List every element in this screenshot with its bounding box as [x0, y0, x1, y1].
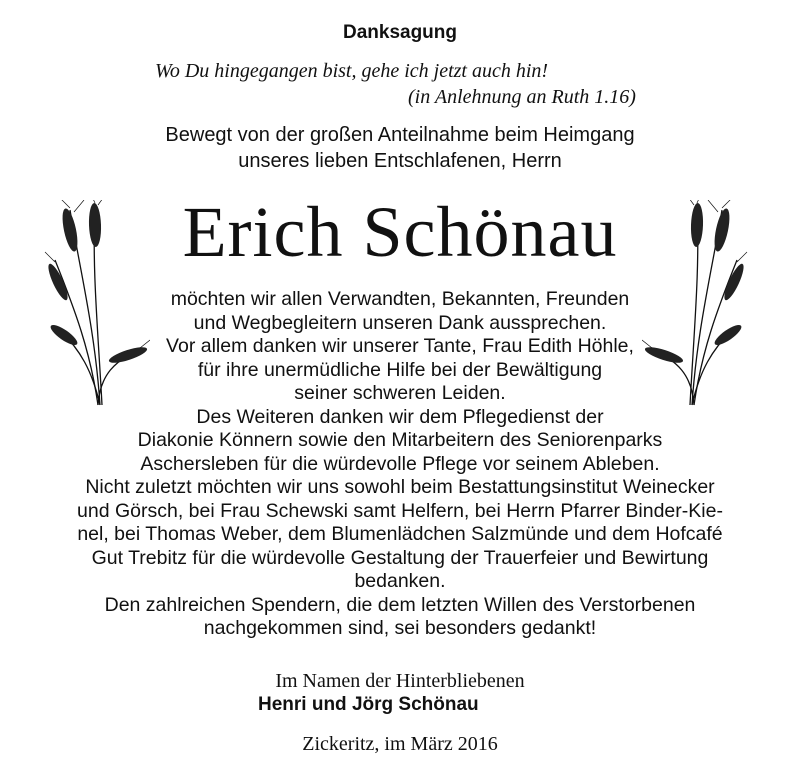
body-line: seiner schweren Leiden.: [294, 382, 506, 404]
intro-line: Bewegt von der großen Anteilnahme beim Heimgang: [165, 124, 635, 146]
notice-title: Danksagung: [342, 22, 458, 43]
body-line: möchten wir allen Verwandten, Bekannten, Freunden: [170, 288, 630, 310]
body-line: Nicht zuletzt möchten wir uns sowohl beim Bestattungsinstitut Weinecker: [85, 476, 715, 498]
body-line: nel, bei Thomas Weber, dem Blumenlädchen Salzmünde und dem Hofcafé: [77, 523, 723, 545]
verse-line: Wo Du hingegangen bist, gehe ich jetzt auch hin!: [155, 60, 549, 82]
body-line: Diakonie Könnern sowie den Mitarbeitern des Seniorenparks: [137, 429, 663, 451]
body-line: Gut Trebitz für die würdevolle Gestaltung der Trauerfeier und Bewirtung: [91, 546, 709, 569]
body-line: bedanken.: [354, 570, 446, 592]
acknowledgement-text: [45, 288, 755, 641]
deceased-name: Erich Schönau: [182, 192, 618, 272]
verse-reference: (in Anlehnung an Ruth 1.16): [408, 86, 636, 108]
body-line: für ihre unermüdliche Hilfe bei der Bewältigung: [197, 358, 603, 381]
body-line: nachgekommen sind, sei besonders gedankt!: [203, 617, 597, 639]
body-line: Aschersleben für die würdevolle Pflege vor seinem Ableben.: [140, 452, 660, 475]
body-line: und Wegbegleitern unseren Dank aussprechen.: [193, 311, 607, 334]
intro-text: [0, 122, 800, 174]
body-line: und Görsch, bei Frau Schewski samt Helfern, bei Herrn Pfarrer Binder-Kie-: [77, 499, 723, 522]
signature-intro: Im Namen der Hinterbliebenen: [275, 670, 525, 692]
body-line: Den zahlreichen Spendern, die dem letzten Willen des Verstorbenen: [104, 593, 696, 616]
body-line: Vor allem danken wir unserer Tante, Frau Edith Höhle,: [166, 335, 634, 357]
intro-line: unseres lieben Entschlafenen, Herrn: [238, 150, 562, 172]
place-date: Zickeritz, im März 2016: [302, 733, 498, 755]
signature-names: Henri und Jörg Schönau: [258, 694, 479, 715]
body-line: Des Weiteren danken wir dem Pflegedienst der: [196, 405, 604, 428]
